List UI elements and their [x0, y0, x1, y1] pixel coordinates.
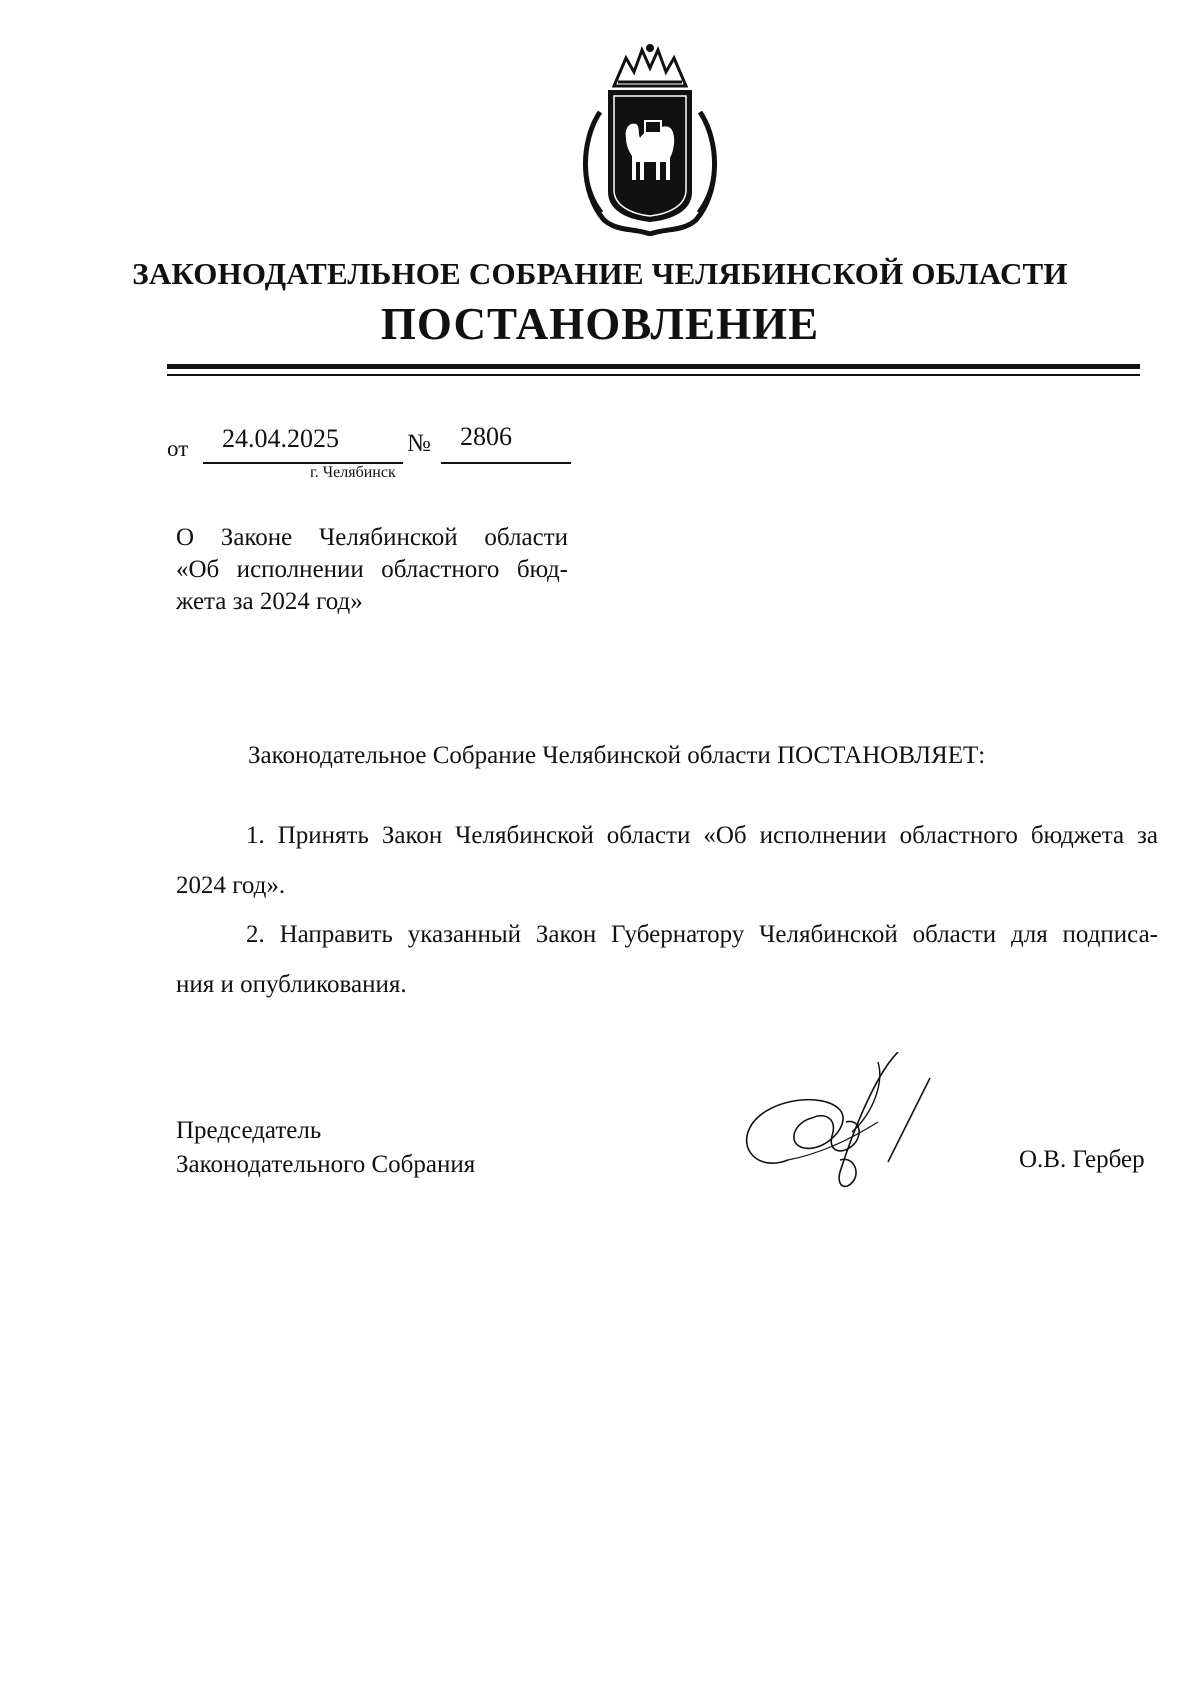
document-type-title: ПОСТАНОВЛЕНИЕ	[380, 299, 820, 349]
signer-title	[176, 1114, 475, 1182]
coat-of-arms-icon	[574, 42, 726, 236]
handwritten-signature-icon	[728, 1052, 958, 1212]
resolution-item-line: 2. Направить указанный Закон Губернатору Челябинской области для подписа-	[246, 921, 1158, 948]
signer-title-line: Законодательного Собрания	[176, 1151, 476, 1178]
preamble-text: Законодательное Собрание Челябинской области ПОСТАНОВЛЯЕТ:	[248, 742, 986, 769]
document-date: 24.04.2025	[222, 424, 339, 453]
header-rule-thick	[167, 364, 1140, 369]
date-label: от	[167, 436, 189, 461]
number-underline	[441, 462, 571, 464]
document-number: 2806	[460, 422, 512, 451]
resolution-item-continuation: ния и опубликования.	[176, 971, 407, 998]
subject-line: «Об исполнении областного бюд-	[176, 556, 568, 583]
subject-line: жета за 2024 год»	[176, 588, 363, 615]
subject-line: О Законе Челябинской области	[176, 524, 568, 551]
document-subject	[176, 522, 568, 618]
organization-name: ЗАКОНОДАТЕЛЬНОЕ СОБРАНИЕ ЧЕЛЯБИНСКОЙ ОБЛАСТИ	[132, 256, 1068, 291]
resolution-item	[176, 811, 1158, 911]
resolution-item	[176, 910, 1158, 1010]
number-label: №	[407, 430, 431, 457]
document-city: г. Челябинск	[310, 464, 396, 481]
signer-name: О.В. Гербер	[1019, 1146, 1145, 1173]
resolution-item-continuation: 2024 год».	[176, 872, 286, 899]
header-rule-thin	[167, 374, 1140, 376]
signer-title-line: Председатель	[176, 1117, 322, 1144]
resolution-item-line: 1. Принять Закон Челябинской области «Об исполнении областного бюджета за	[246, 822, 1158, 849]
